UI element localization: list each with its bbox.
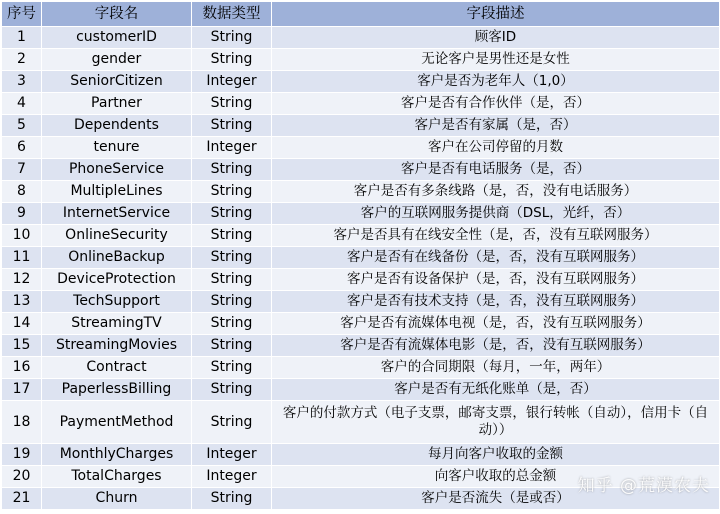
cell-field-name: MonthlyCharges — [42, 444, 192, 466]
header-data-type: 数据类型 — [192, 2, 272, 27]
header-description: 字段描述 — [272, 2, 720, 27]
cell-index: 19 — [2, 444, 42, 466]
cell-field-name: PhoneService — [42, 159, 192, 181]
cell-description: 客户是否流失（是或否） — [272, 488, 720, 510]
cell-description: 客户的合同期限（每月，一年，两年） — [272, 357, 720, 379]
cell-index: 10 — [2, 225, 42, 247]
table-row — [2, 313, 720, 335]
cell-data-type: String — [192, 49, 272, 71]
cell-field-name: gender — [42, 49, 192, 71]
cell-index: 12 — [2, 269, 42, 291]
cell-field-name: Contract — [42, 357, 192, 379]
cell-data-type: String — [192, 27, 272, 49]
cell-index: 7 — [2, 159, 42, 181]
table-row — [2, 444, 720, 466]
cell-description: 客户是否有电话服务（是，否） — [272, 159, 720, 181]
cell-index: 16 — [2, 357, 42, 379]
cell-description: 顾客ID — [272, 27, 720, 49]
table-row — [2, 247, 720, 269]
cell-field-name: StreamingMovies — [42, 335, 192, 357]
cell-data-type: String — [192, 379, 272, 401]
cell-data-type: String — [192, 488, 272, 510]
cell-data-type: Integer — [192, 71, 272, 93]
cell-data-type: String — [192, 269, 272, 291]
cell-description: 客户是否有流媒体电视（是，否，没有互联网服务） — [272, 313, 720, 335]
table-row — [2, 115, 720, 137]
cell-field-name: StreamingTV — [42, 313, 192, 335]
table-row — [2, 401, 720, 444]
cell-field-name: SeniorCitizen — [42, 71, 192, 93]
cell-data-type: String — [192, 401, 272, 444]
cell-description: 向客户收取的总金额 — [272, 466, 720, 488]
cell-field-name: customerID — [42, 27, 192, 49]
table-row — [2, 71, 720, 93]
cell-field-name: OnlineSecurity — [42, 225, 192, 247]
cell-field-name: Dependents — [42, 115, 192, 137]
cell-data-type: String — [192, 357, 272, 379]
cell-description: 客户是否有技术支持（是，否，没有互联网服务） — [272, 291, 720, 313]
cell-field-name: TotalCharges — [42, 466, 192, 488]
cell-data-type: String — [192, 93, 272, 115]
cell-data-type: String — [192, 159, 272, 181]
cell-index: 4 — [2, 93, 42, 115]
table-row — [2, 357, 720, 379]
table-row — [2, 137, 720, 159]
table-row — [2, 159, 720, 181]
cell-description: 客户是否有多条线路（是，否，没有电话服务） — [272, 181, 720, 203]
cell-index: 5 — [2, 115, 42, 137]
cell-data-type: String — [192, 225, 272, 247]
table-row — [2, 291, 720, 313]
cell-data-type: String — [192, 291, 272, 313]
cell-index: 17 — [2, 379, 42, 401]
cell-data-type: String — [192, 203, 272, 225]
cell-description: 每月向客户收取的金额 — [272, 444, 720, 466]
cell-index: 1 — [2, 27, 42, 49]
cell-description: 客户的互联网服务提供商（DSL，光纤，否） — [272, 203, 720, 225]
table-body — [2, 27, 720, 510]
cell-data-type: String — [192, 247, 272, 269]
cell-data-type: String — [192, 335, 272, 357]
cell-description: 客户是否有无纸化账单（是，否） — [272, 379, 720, 401]
header-index: 序号 — [2, 2, 42, 27]
cell-description: 客户是否有设备保护（是，否，没有互联网服务） — [272, 269, 720, 291]
table-row — [2, 269, 720, 291]
table-row — [2, 27, 720, 49]
cell-description: 客户是否为老年人（1,0） — [272, 71, 720, 93]
cell-index: 8 — [2, 181, 42, 203]
cell-data-type: Integer — [192, 466, 272, 488]
table-row — [2, 181, 720, 203]
cell-index: 14 — [2, 313, 42, 335]
cell-field-name: PaperlessBilling — [42, 379, 192, 401]
table-row — [2, 335, 720, 357]
cell-index: 9 — [2, 203, 42, 225]
cell-field-name: OnlineBackup — [42, 247, 192, 269]
cell-index: 2 — [2, 49, 42, 71]
cell-data-type: String — [192, 115, 272, 137]
cell-description: 客户是否具有在线安全性（是，否，没有互联网服务） — [272, 225, 720, 247]
cell-index: 21 — [2, 488, 42, 510]
cell-field-name: TechSupport — [42, 291, 192, 313]
cell-data-type: Integer — [192, 444, 272, 466]
cell-index: 6 — [2, 137, 42, 159]
cell-field-name: DeviceProtection — [42, 269, 192, 291]
cell-field-name: InternetService — [42, 203, 192, 225]
cell-field-name: Churn — [42, 488, 192, 510]
cell-data-type: String — [192, 181, 272, 203]
table-row — [2, 379, 720, 401]
cell-index: 13 — [2, 291, 42, 313]
cell-field-name: MultipleLines — [42, 181, 192, 203]
cell-index: 11 — [2, 247, 42, 269]
cell-field-name: PaymentMethod — [42, 401, 192, 444]
cell-description: 客户是否有在线备份（是，否，没有互联网服务） — [272, 247, 720, 269]
cell-index: 18 — [2, 401, 42, 444]
cell-index: 20 — [2, 466, 42, 488]
cell-description: 客户是否有合作伙伴（是，否） — [272, 93, 720, 115]
cell-description: 无论客户是男性还是女性 — [272, 49, 720, 71]
cell-index: 15 — [2, 335, 42, 357]
cell-field-name: tenure — [42, 137, 192, 159]
table-header-row — [2, 2, 720, 27]
cell-index: 3 — [2, 71, 42, 93]
cell-description: 客户是否有家属（是，否） — [272, 115, 720, 137]
cell-field-name: Partner — [42, 93, 192, 115]
field-table — [1, 1, 720, 510]
table-row — [2, 93, 720, 115]
cell-data-type: String — [192, 313, 272, 335]
cell-description: 客户的付款方式（电子支票，邮寄支票，银行转帐（自动），信用卡（自动）） — [272, 401, 720, 444]
table-row — [2, 225, 720, 247]
cell-description: 客户在公司停留的月数 — [272, 137, 720, 159]
table-row — [2, 49, 720, 71]
cell-description: 客户是否有流媒体电影（是，否，没有互联网服务） — [272, 335, 720, 357]
header-field-name: 字段名 — [42, 2, 192, 27]
cell-data-type: Integer — [192, 137, 272, 159]
table-row — [2, 203, 720, 225]
watermark: 知乎 @荒漠农夫 — [577, 476, 710, 496]
